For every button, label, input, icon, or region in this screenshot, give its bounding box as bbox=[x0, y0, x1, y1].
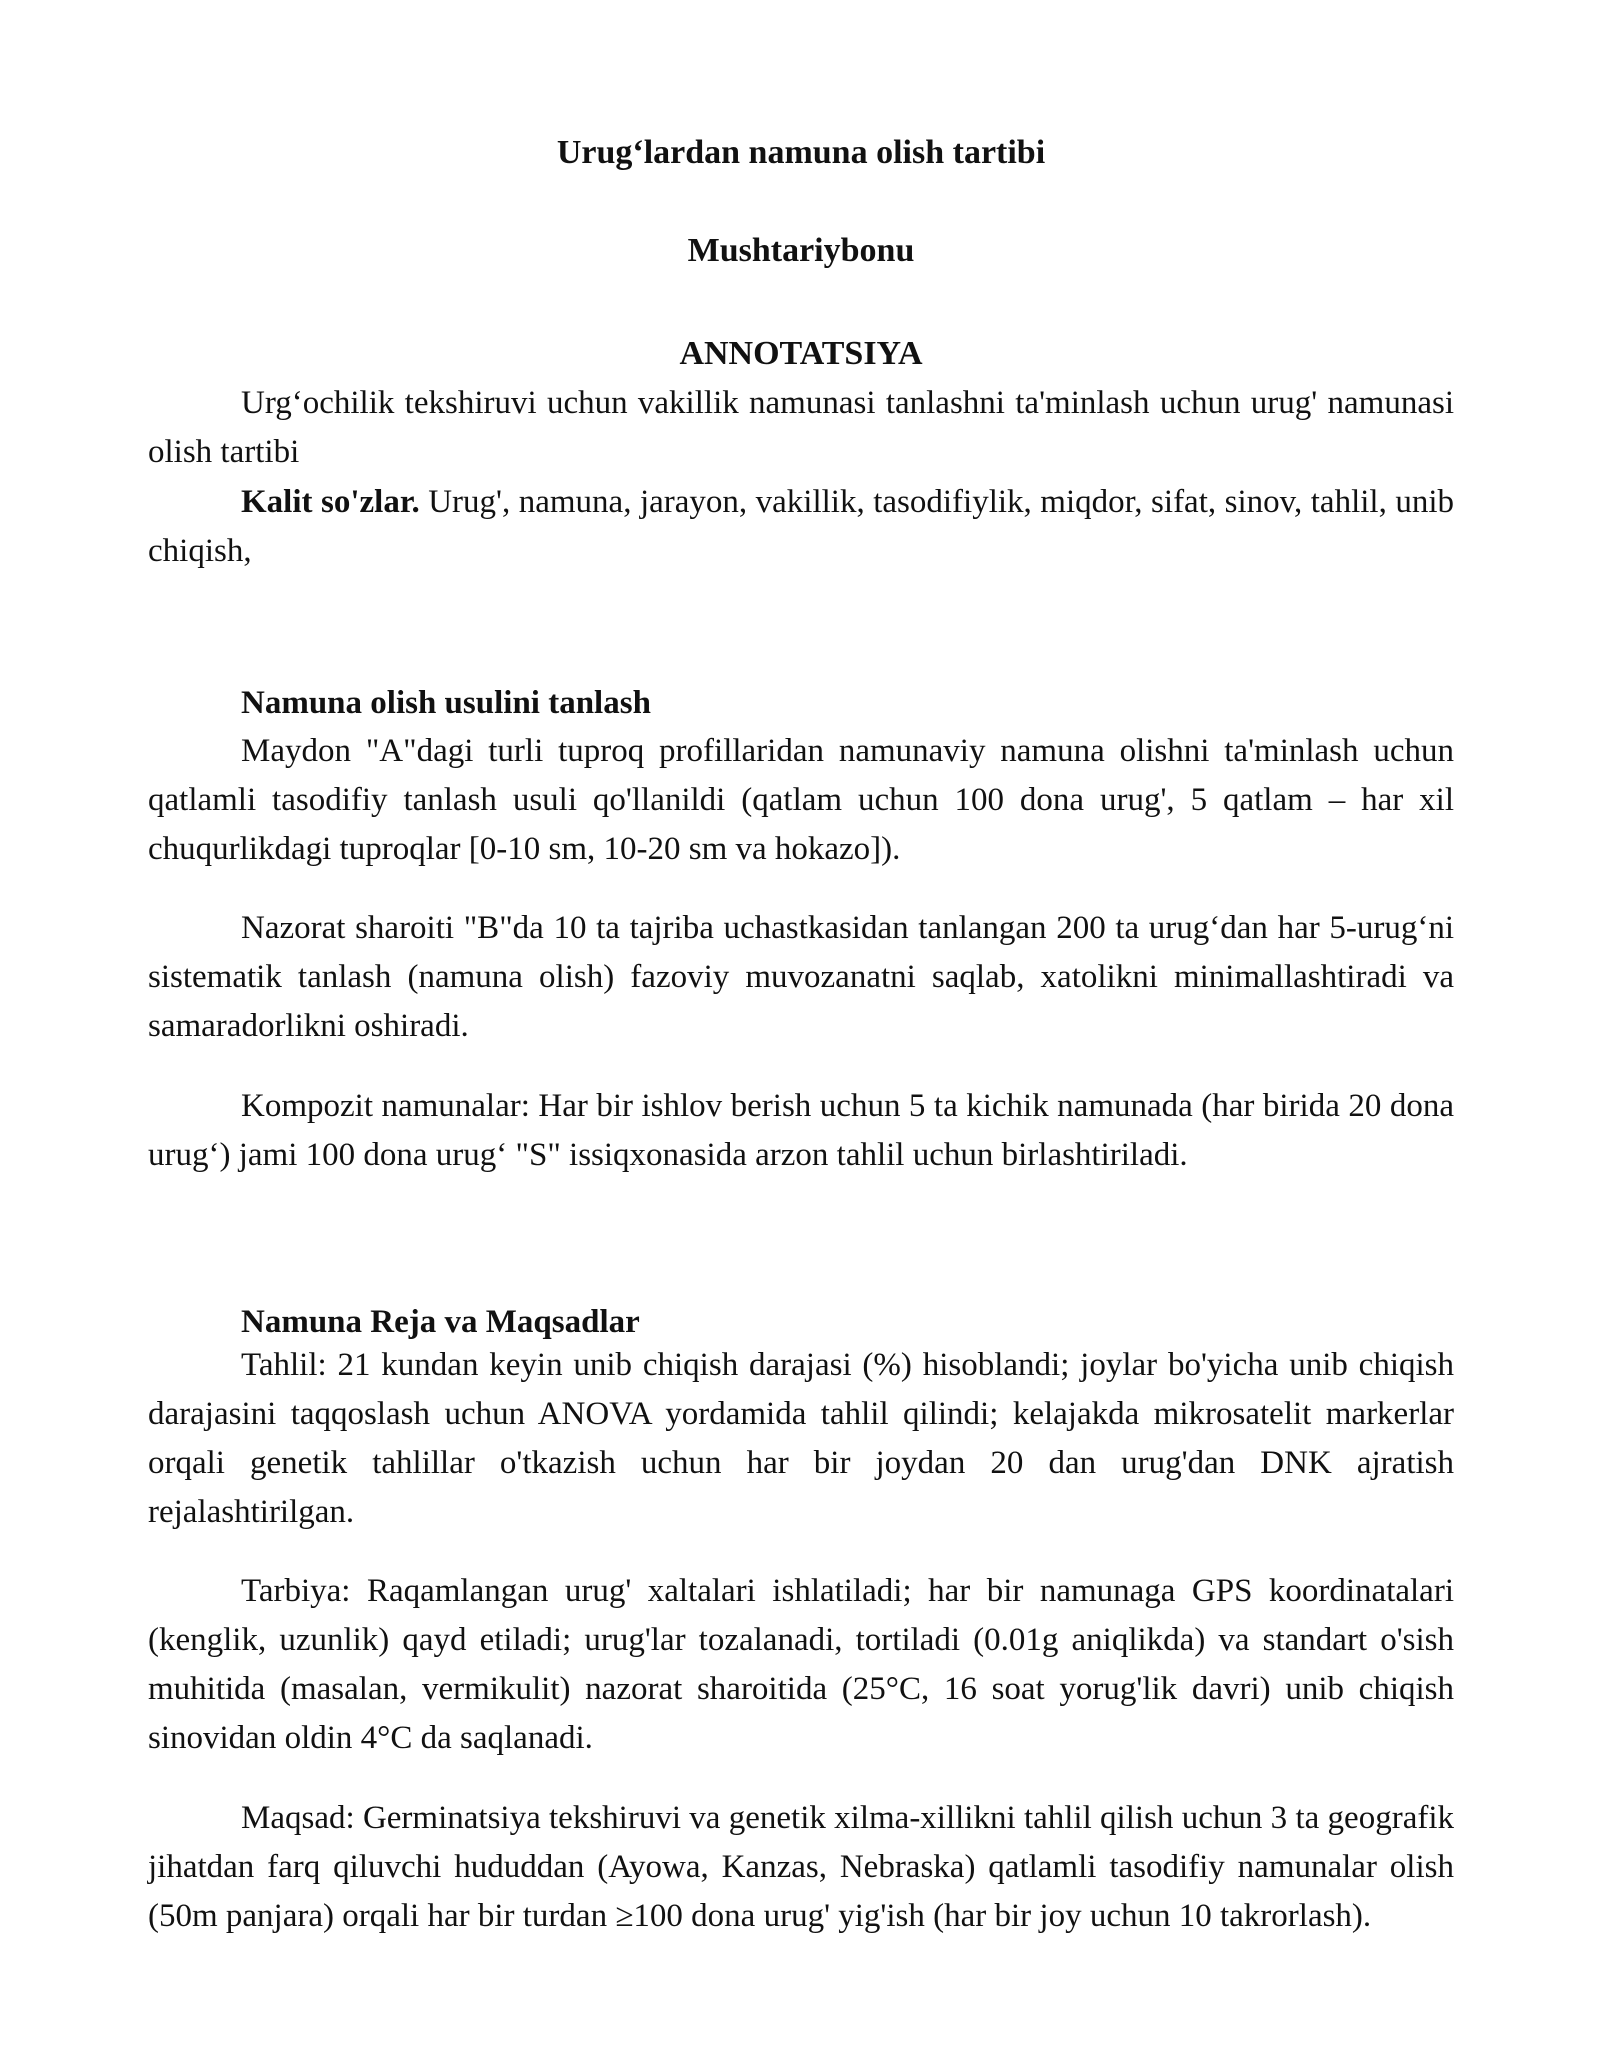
annotation-heading: ANNOTATSIYA bbox=[679, 335, 923, 372]
section1-heading: Namuna olish usulini tanlash bbox=[241, 685, 651, 721]
section2-paragraph: Tarbiya: Raqamlangan urug' xaltalari ishlatiladi; har bir namunaga GPS koordinatalari (kenglik, uzunlik) qayd etiladi; urug'lar tozalanadi, tortiladi (0.01g aniqlikda) va standart o'sish muhitida (masalan, vermikulit) nazorat sharoitida (25°C, 16 soat yorug'lik davri) unib chiqish sinovidan oldin 4°C da saqlanadi. bbox=[148, 1573, 1454, 1756]
author-name: Mushtariybonu bbox=[687, 232, 915, 269]
section2-paragraph: Tahlil: 21 kundan keyin unib chiqish darajasi (%) hisoblandi; joylar bo'yicha unib chiqish darajasini taqqoslash uchun ANOVA yordamida tahlil qilindi; kelajakda mikrosatelit markerlar orqali genetik tahlillar o'tkazish uchun har bir joydan 20 dan urug'dan DNK ajratish rejalashtirilgan. bbox=[148, 1347, 1454, 1530]
section1-paragraph: Nazorat sharoiti "B"da 10 ta tajriba uchastkasidan tanlangan 200 ta urug‘dan har 5-urug‘ni sistematik tanlash (namuna olish) fazoviy muvozanatni saqlab, xatolikni minimallashtiradi va samaradorlikni oshiradi. bbox=[148, 910, 1454, 1044]
section2-paragraph: Maqsad: Germinatsiya tekshiruvi va genetik xilma-xillikni tahlil qilish uchun 3 ta geografik jihatdan farq qiluvchi hududdan (Ayowa, Kanzas, Nebraska) qatlamli tasodifiy namunalar olish (50m panjara) orqali har bir turdan ≥100 dona urug' yig'ish (har bir joy uchun 10 takrorlash). bbox=[148, 1800, 1454, 1934]
document-title: Urug‘lardan namuna olish tartibi bbox=[556, 134, 1046, 171]
section1-paragraph: Kompozit namunalar: Har bir ishlov berish uchun 5 ta kichik namunada (har birida 20 dona urug‘) jami 100 dona urug‘ "S" issiqxonasida arzon tahlil uchun birlashtiriladi. bbox=[148, 1088, 1454, 1173]
section1-paragraph: Maydon "A"dagi turli tuproq profillaridan namunaviy namuna olishni ta'minlash uchun qatlamli tasodifiy tanlash usuli qo'llanildi (qatlam uchun 100 dona urug', 5 qatlam – har xil chuqurlikdagi tuproqlar [0-10 sm, 10-20 sm va hokazo]). bbox=[148, 733, 1454, 867]
keywords-text: Urug', namuna, jarayon, vakillik, tasodifiylik, miqdor, sifat, sinov, tahlil, unib chiqish, bbox=[148, 484, 1454, 569]
keywords-paragraph bbox=[148, 478, 1454, 576]
section2-heading: Namuna Reja va Maqsadlar bbox=[241, 1304, 640, 1340]
keywords-label: Kalit so'zlar. bbox=[241, 484, 420, 520]
annotation-text: Urg‘ochilik tekshiruvi uchun vakillik namunasi tanlashni ta'minlash uchun urug' namunasi olish tartibi bbox=[148, 385, 1454, 470]
